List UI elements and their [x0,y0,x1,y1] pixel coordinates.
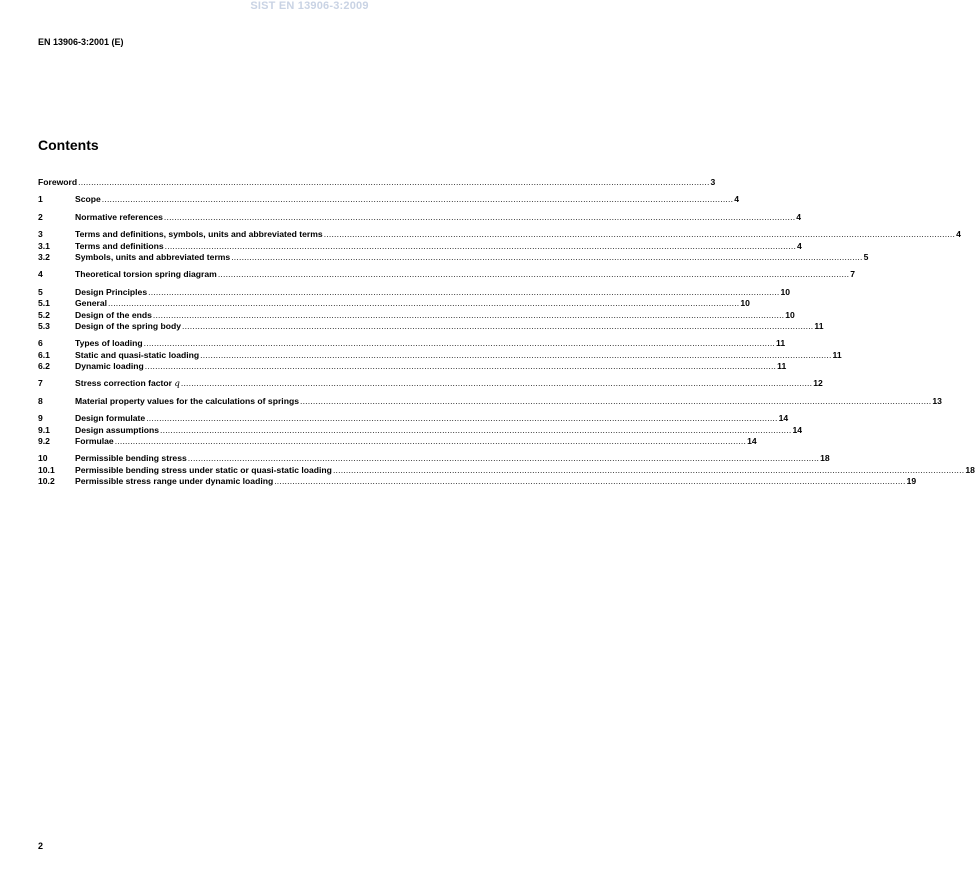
toc-entry-title: Permissible bending stress under static or quasi-static loading [75,464,332,475]
toc-entry-number: 10 [38,453,48,464]
toc-entry-page: 4 [797,240,802,251]
dot-leader: .................................................................................................................................................................................................................................................... [152,309,785,320]
toc-entry-3-1[interactable] [38,240,802,252]
toc-entry-page: 14 [792,424,802,435]
toc-entry-title: Design formulate [75,413,146,424]
toc-entry-title: Scope [75,194,101,205]
toc-entry-page: 4 [796,211,802,222]
toc-entry-title [75,378,180,390]
stress-symbol: q [174,379,180,390]
toc-entry-number: 6.1 [38,349,50,360]
toc-entry-page: 19 [906,476,917,487]
dot-leader: .................................................................................................................................................................................................................................................... [114,436,747,447]
toc-entry-number: 3.1 [38,240,50,251]
toc-entry-6[interactable] [38,338,786,349]
dot-leader: .................................................................................................................................................................................................................................................... [164,240,797,251]
toc-entry-4[interactable] [38,269,855,280]
toc-entry-number: 5.2 [38,309,50,320]
dot-leader: .................................................................................................................................................................................................................................................... [323,229,956,240]
toc-entry-10[interactable] [38,453,830,464]
toc-entry-8[interactable] [38,395,942,407]
toc-entry-page: 13 [932,395,942,406]
toc-entry-page: 11 [776,338,786,349]
toc-entry-number: 4 [38,269,43,280]
toc-entry-page: 14 [747,436,757,447]
toc-entry-page: 7 [850,269,855,280]
toc-entry-title: Permissible bending stress [75,453,187,464]
toc-entry-title: Terms and definitions, symbols, units and abbreviated terms [75,229,323,240]
toc-entry-title: Design of the ends [75,309,152,320]
dot-leader: .................................................................................................................................................................................................................................................... [108,298,740,309]
toc-entry-5-2[interactable] [38,309,795,321]
toc-entry-number: 5.3 [38,320,50,331]
dot-leader: .................................................................................................................................................................................................................................................... [200,349,832,360]
dot-leader: .................................................................................................................................................................................................................................................... [144,361,777,372]
toc-entry-10-1[interactable] [38,464,975,476]
dot-leader: .................................................................................................................................................................................................................................................... [163,211,796,222]
toc-entry-title: Static and quasi-static loading [75,349,200,360]
dot-leader: .................................................................................................................................................................................................................................................... [101,194,734,205]
dot-leader: .................................................................................................................................................................................................................................................... [182,320,814,331]
toc-entry-page: 18 [820,453,830,464]
dot-leader: .................................................................................................................................................................................................................................................... [187,453,820,464]
toc-entry-3-2[interactable] [38,251,869,263]
watermark: SIST EN 13906-3:2009 [250,0,369,12]
toc-entry-page: 11 [832,349,842,360]
toc-entry-title: Types of loading [75,338,143,349]
toc-entry-title: Symbols, units and abbreviated terms [75,251,231,262]
toc-entry-title: Normative references [75,211,163,222]
toc-entry-page: 4 [956,229,961,240]
toc-entry-5-3[interactable] [38,320,824,332]
dot-leader: .................................................................................................................................................................................................................................................... [180,378,813,389]
toc-entry-number: 10.2 [38,476,55,487]
toc-entry-title: Design of the spring body [75,320,181,331]
document-id: EN 13906-3:2001 (E) [38,37,124,47]
toc-entry-page: 5 [863,251,869,262]
toc-entry-page: 18 [965,464,975,475]
dot-leader: .................................................................................................................................................................................................................................................... [231,251,863,262]
toc-entry-page: 10 [740,298,750,309]
toc-entry-page: 4 [734,194,739,205]
dot-leader: .................................................................................................................................................................................................................................................... [274,476,906,487]
toc-entry-title: General [75,298,108,309]
dot-leader: .................................................................................................................................................................................................................................................... [160,424,792,435]
toc-entry-title: Theoretical torsion spring diagram [75,269,217,280]
toc-entry-9-2[interactable] [38,436,757,447]
toc-entry-number: 3 [38,229,43,240]
toc-entry-title: Permissible stress range under dynamic loading [75,476,274,487]
toc-entry-6-1[interactable] [38,349,842,361]
toc-entry-page: 3 [710,177,716,187]
toc-entry-page: 10 [785,309,795,320]
dot-leader: .................................................................................................................................................................................................................................................... [148,286,780,297]
toc-entry-7[interactable] [38,378,823,390]
toc-entry-9-1[interactable] [38,424,802,436]
toc-entry-page: 11 [814,320,824,331]
toc-entry-title: Foreword [38,177,78,187]
toc-entry-page: 14 [778,413,789,424]
toc-entry-1[interactable] [38,194,739,205]
toc-entry-9[interactable] [38,413,789,424]
toc-entry-number: 2 [38,211,43,222]
toc-entry-2[interactable] [38,211,802,223]
contents-heading: Contents [38,137,99,153]
toc-entry-number: 6 [38,338,43,349]
toc-entry-3[interactable] [38,229,961,240]
toc-entry-number: 7 [38,378,43,389]
toc-entry-foreword[interactable] [38,177,716,188]
page-number: 2 [38,841,44,851]
dot-leader: .................................................................................................................................................................................................................................................... [143,338,776,349]
toc-entry-number: 9.2 [38,436,50,447]
toc-entry-number: 5 [38,286,43,297]
dot-leader: .................................................................................................................................................................................................................................................... [217,269,850,280]
toc-entry-title: Design Principles [75,286,148,297]
toc-entry-title: Formulae [75,436,114,447]
toc-entry-6-2[interactable] [38,361,787,372]
toc-entry-number: 9.1 [38,424,50,435]
table-of-contents [38,177,975,488]
toc-entry-title: Design assumptions [75,424,160,435]
toc-entry-number: 3.2 [38,251,50,262]
toc-entry-page: 12 [813,378,823,389]
toc-entry-number: 10.1 [38,464,55,475]
dot-leader: .................................................................................................................................................................................................................................................... [146,413,778,424]
toc-entry-number: 8 [38,395,43,406]
toc-entry-10-2[interactable] [38,476,917,487]
dot-leader: .................................................................................................................................................................................................................................................... [299,395,932,406]
toc-entry-number: 9 [38,413,43,424]
toc-entry-5[interactable] [38,286,791,298]
toc-entry-title-text: Stress correction factor [75,378,172,389]
toc-entry-5-1[interactable] [38,298,750,309]
toc-entry-title: Material property values for the calculations of springs [75,395,299,406]
dot-leader: .................................................................................................................................................................................................................................................... [78,177,710,187]
toc-entry-title: Dynamic loading [75,361,144,372]
toc-entry-title: Terms and definitions [75,240,164,251]
dot-leader: .................................................................................................................................................................................................................................................... [332,464,965,475]
toc-entry-page: 11 [777,361,787,372]
toc-entry-page: 10 [780,286,791,297]
toc-entry-number: 6.2 [38,361,50,372]
toc-entry-number: 1 [38,194,43,205]
toc-entry-number: 5.1 [38,298,50,309]
